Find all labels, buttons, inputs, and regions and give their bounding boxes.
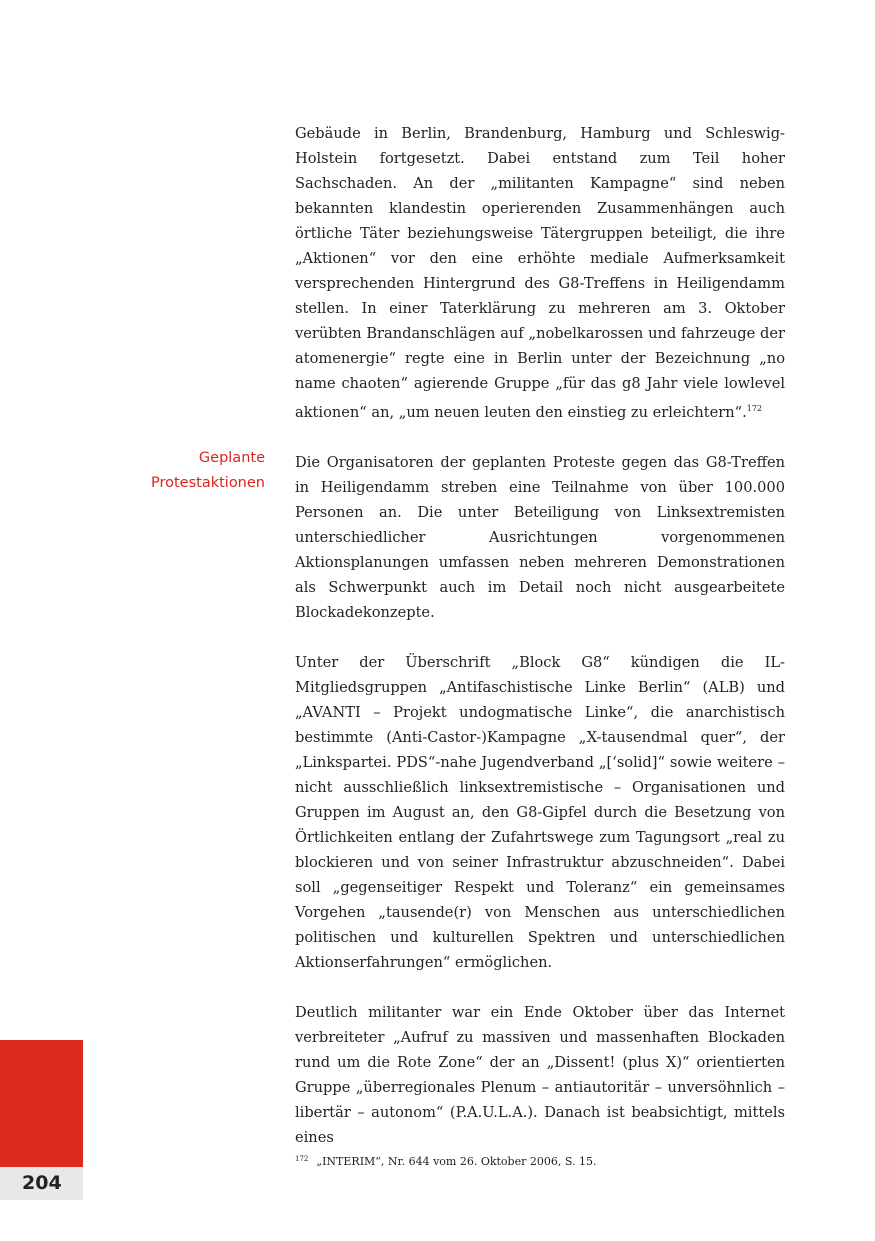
paragraph-1 xyxy=(295,121,785,425)
footnote-text: „INTERIM“, Nr. 644 vom 26. Oktober 2006, S. 15. xyxy=(316,1155,597,1168)
margin-heading xyxy=(151,446,265,496)
body-text xyxy=(295,121,785,1150)
page-number: 204 xyxy=(0,1167,83,1200)
margin-heading-line-1: Geplante xyxy=(198,450,265,466)
footnote-reference: 172 xyxy=(746,404,763,413)
margin-heading-line-2: Protestaktionen xyxy=(150,475,265,491)
paragraph-4: Deutlich militanter war ein Ende Oktober über das Internet verbreiteter „Aufruf zu massiven und massenhaften Blockaden rund um die Rote Zone“ der an „Dissent! (plus X)“ orientierten Gruppe „überregionales Plenum – antiautoritär – unversöhnlich – libertär – autonom“ (P.A.U.L.A.). Danach ist beabsichtigt, mittels eines xyxy=(295,1004,785,1146)
footnote xyxy=(295,1150,785,1171)
red-accent-bar xyxy=(0,1040,83,1167)
paragraph-3: Unter der Überschrift „Block G8“ kündigen die IL-Mitgliedsgruppen „Antifaschistische Linke Berlin“ (ALB) und „AVANTI – Projekt undogmatische Linke“, die anarchistisch bestimmte (Anti-Castor-)Kampagne „X-tausendmal quer“, der „Linkspartei. PDS“-nahe Jugendverband „[‘solid]“ sowie weitere – nicht ausschließlich linksextremistische – Organisationen und Gruppen im August an, den G8-Gipfel durch die Besetzung von Örtlichkeiten entlang der Zufahrtswege zum Tagungsort „real zu blockieren und von seiner Infrastruktur abzuschneiden“. Dabei soll „gegenseitiger Respekt und Toleranz“ ein gemeinsames Vorgehen „tausende(r) von Menschen aus unterschiedlichen politischen und kulturellen Spektren und unterschiedlichen Aktionserfahrungen“ ermöglichen. xyxy=(295,654,785,971)
paragraph-1-text: Gebäude in Berlin, Brandenburg, Hamburg und Schleswig-Holstein fortgesetzt. Dabei entstand zum Teil hoher Sachschaden. An der „militanten Kampagne“ sind neben bekannten klandestin operierenden Zusammenhängen auch örtliche Täter beziehungsweise Tätergruppen beteiligt, die ihre „Aktionen“ vor den eine erhöhte mediale Aufmerksamkeit versprechenden Hintergrund des G8-Treffens in Heiligendamm stellen. In einer Taterklärung zu mehreren am 3. Oktober verübten Brandanschlägen auf „nobelkarossen und fahrzeuge der atomenergie“ regte eine in Berlin unter der Bezeichnung „no name chaoten“ agierende Gruppe „für das g8 Jahr viele lowlevel aktionen“ an, „um neuen leuten den einstieg zu erleichtern“. xyxy=(295,125,785,421)
paragraph-2: Die Organisatoren der geplanten Proteste gegen das G8-Treffen in Heiligendamm streben eine Teilnahme von über 100.000 Personen an. Die unter Beteiligung von Linksextremisten unterschiedlicher Ausrichtungen vorgenommenen Aktionsplanungen umfassen neben mehreren Demonstrationen als Schwerpunkt auch im Detail noch nicht ausgearbeitete Blockadekonzepte. xyxy=(295,454,785,621)
footnote-number: 172 xyxy=(295,1155,309,1163)
